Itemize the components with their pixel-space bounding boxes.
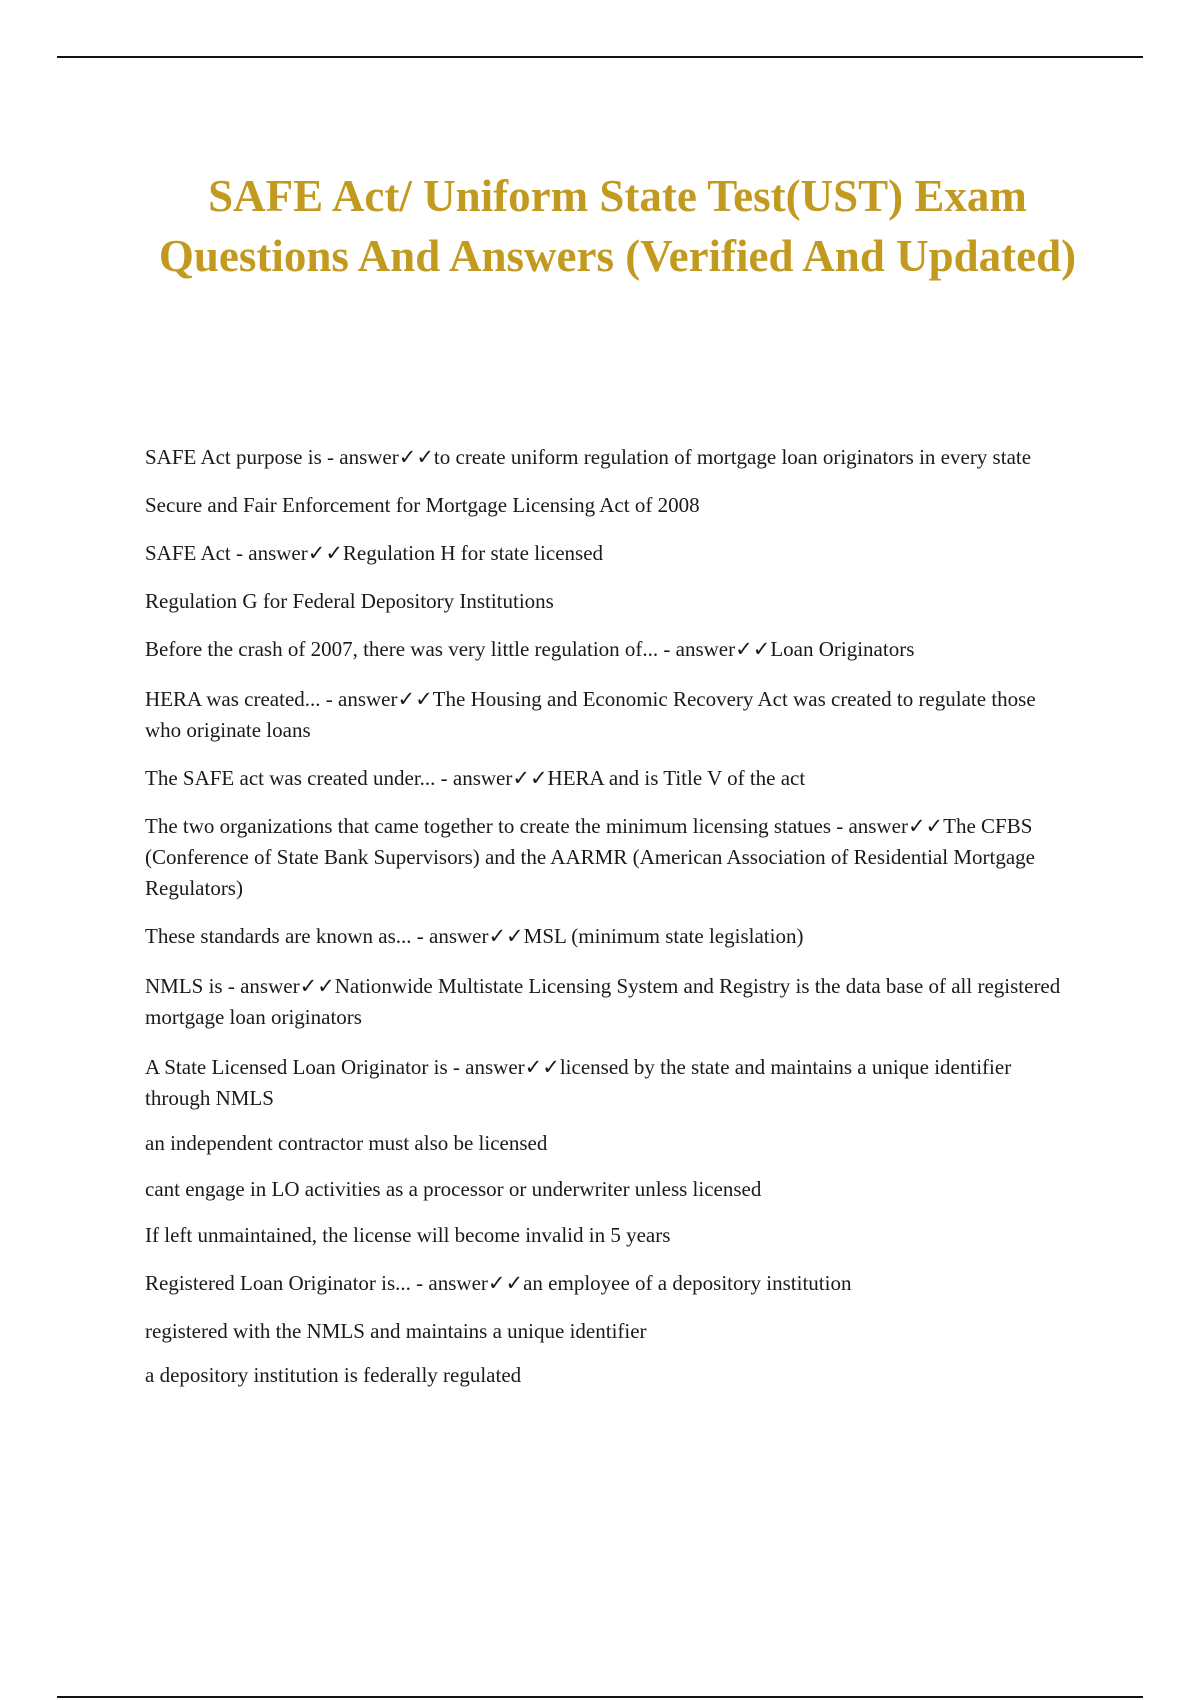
paragraph-safe-act-purpose: SAFE Act purpose is - answer✓✓to create uniform regulation of mortgage loan originators in every state bbox=[145, 445, 1032, 469]
paragraph-registered-nmls: registered with the NMLS and maintains a unique identifier bbox=[145, 1319, 647, 1343]
paragraph-state-licensed-lo: A State Licensed Loan Originator is - answer✓✓licensed by the state and maintains a unique identifier through NMLS bbox=[145, 1055, 1012, 1110]
paragraph-depository-federally-regulated: a depository institution is federally regulated bbox=[145, 1363, 522, 1387]
paragraph-license-invalid: If left unmaintained, the license will become invalid in 5 years bbox=[145, 1223, 671, 1247]
paragraph-standards-known-as: These standards are known as... - answer✓✓MSL (minimum state legislation) bbox=[145, 924, 804, 948]
top-rule bbox=[57, 56, 1143, 58]
paragraph-processor-underwriter: cant engage in LO activities as a processor or underwriter unless licensed bbox=[145, 1177, 762, 1201]
paragraph-safe-act-under-hera: The SAFE act was created under... - answer✓✓HERA and is Title V of the act bbox=[145, 766, 806, 790]
document-body bbox=[145, 442, 1075, 1391]
paragraph-secure-fair-enforcement: Secure and Fair Enforcement for Mortgage Licensing Act of 2008 bbox=[145, 493, 700, 517]
document-title: SAFE Act/ Uniform State Test(UST) Exam Questions And Answers (Verified And Updated) bbox=[158, 171, 1077, 281]
paragraph-independent-contractor: an independent contractor must also be licensed bbox=[145, 1131, 548, 1155]
bottom-rule bbox=[57, 1696, 1143, 1698]
paragraph-hera-created: HERA was created... - answer✓✓The Housing and Economic Recovery Act was created to regulate those who originate loans bbox=[145, 687, 1036, 742]
paragraph-before-crash-2007: Before the crash of 2007, there was very little regulation of... - answer✓✓Loan Originators bbox=[145, 637, 915, 661]
paragraph-safe-act-regulation-h: SAFE Act - answer✓✓Regulation H for state licensed bbox=[145, 541, 604, 565]
paragraph-two-organizations: The two organizations that came together to create the minimum licensing statues - answer✓✓The CFBS (Conference of State Bank Supervisors) and the AARMR (American Association of Residential Mortgage Regulators) bbox=[145, 814, 1035, 900]
paragraph-nmls-is: NMLS is - answer✓✓Nationwide Multistate Licensing System and Registry is the data base of all registered mortgage loan originators bbox=[145, 974, 1061, 1029]
paragraph-registered-lo: Registered Loan Originator is... - answer✓✓an employee of a depository institution bbox=[145, 1271, 852, 1295]
paragraph-regulation-g: Regulation G for Federal Depository Institutions bbox=[145, 589, 554, 613]
